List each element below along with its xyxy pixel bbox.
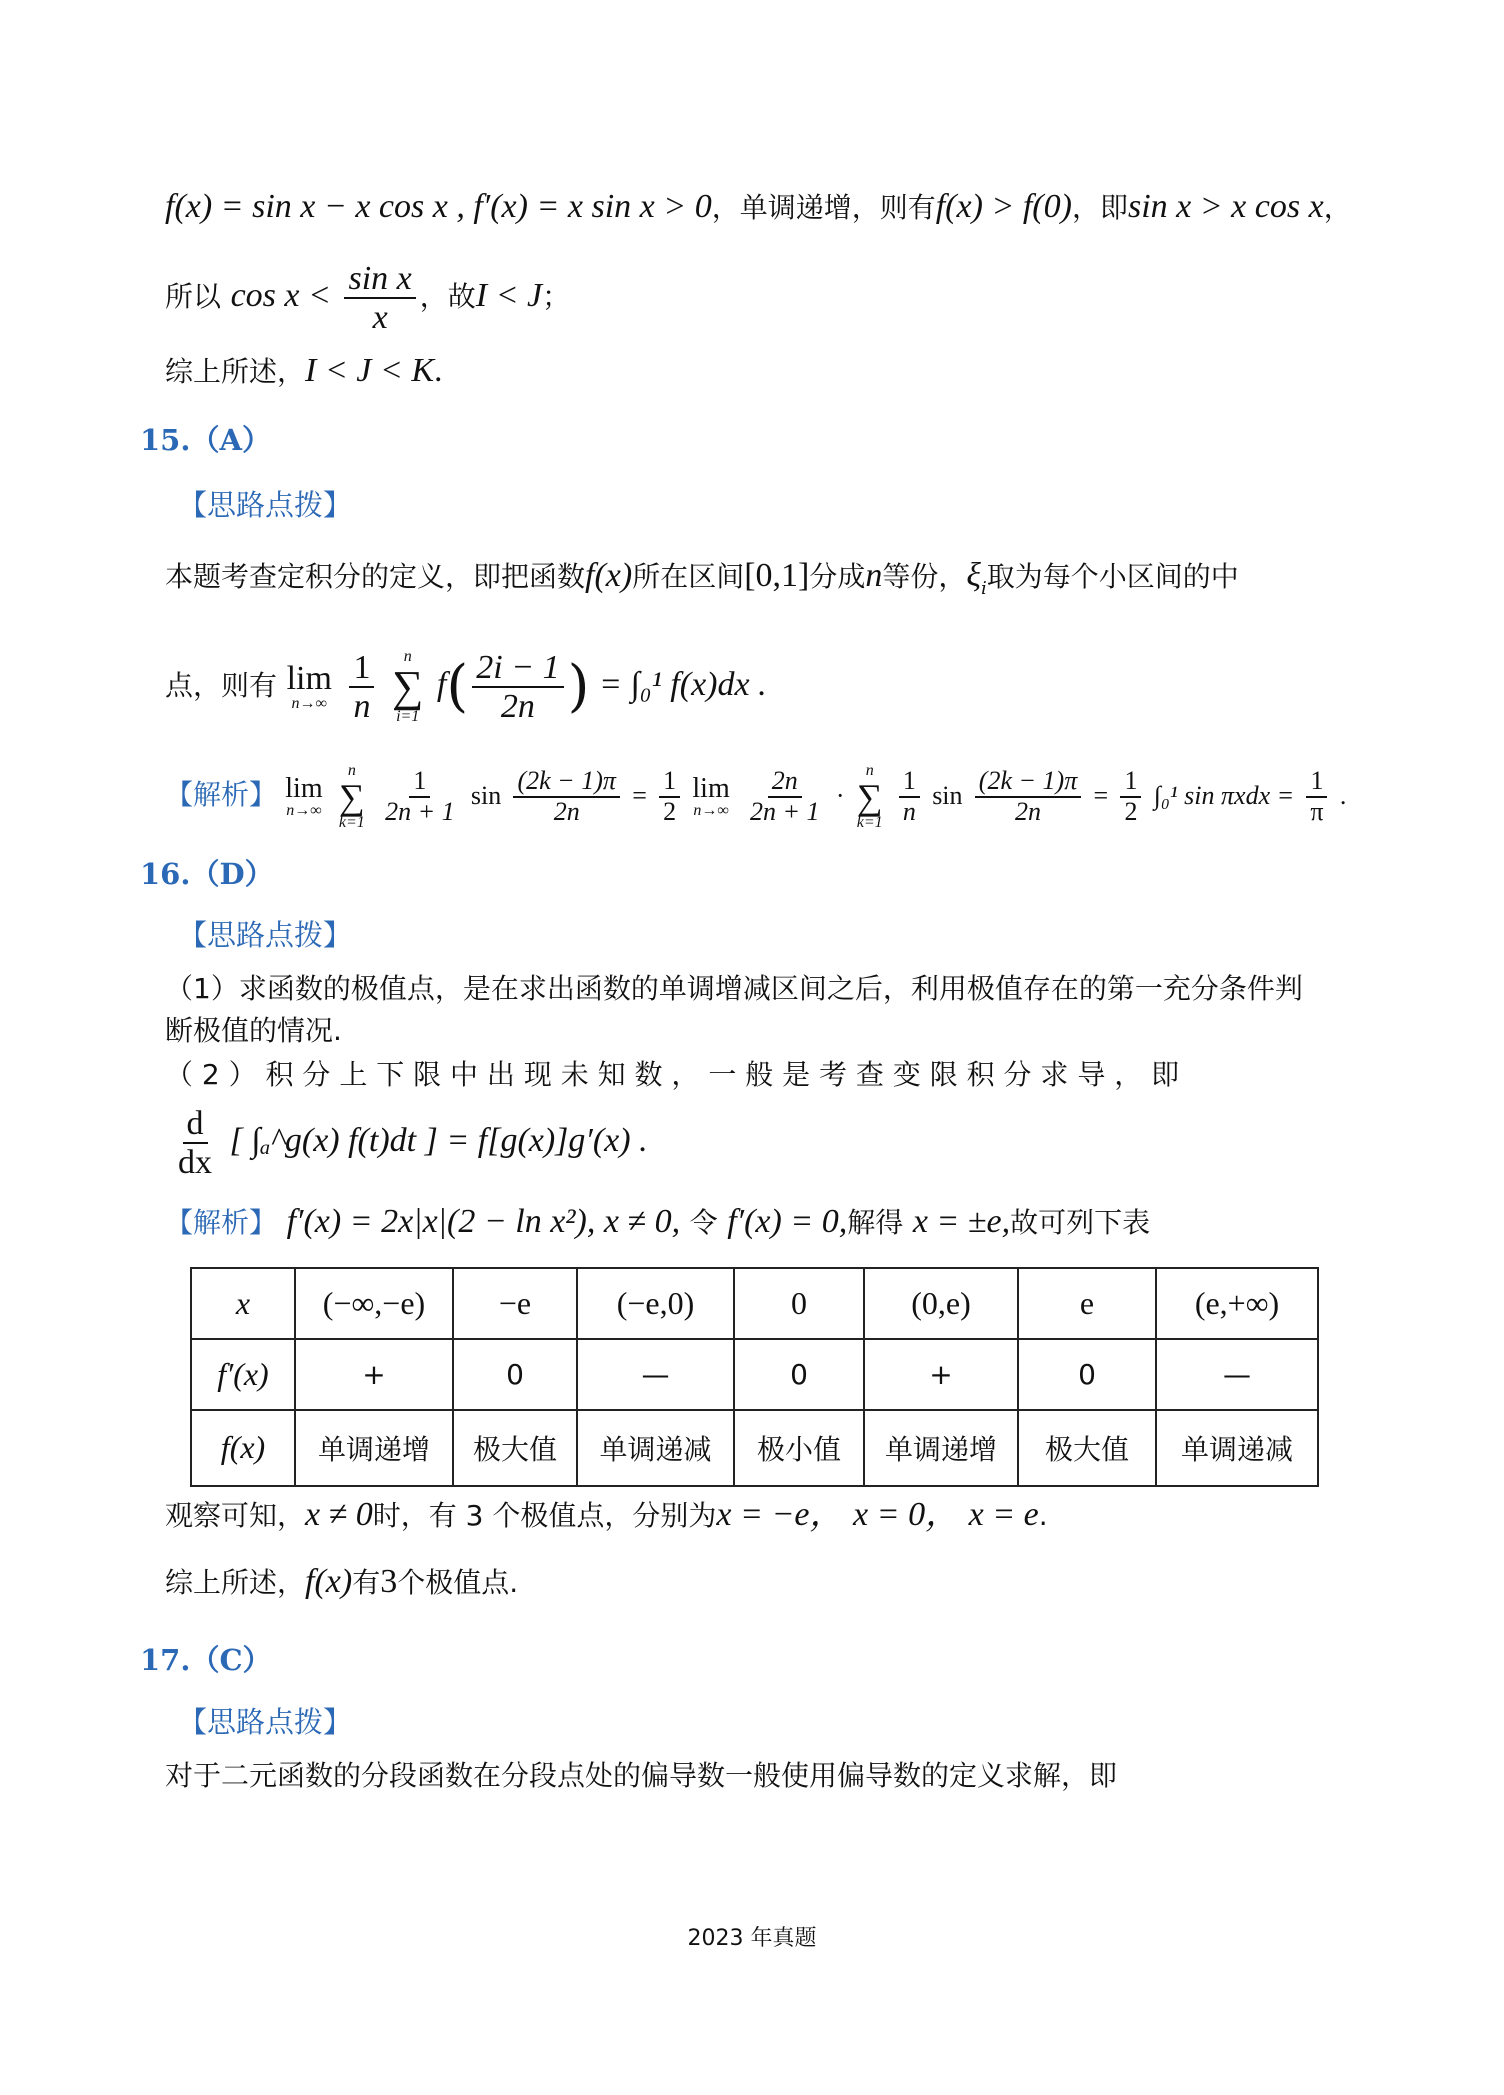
table-cell: 极大值: [453, 1410, 577, 1486]
table-cell: —: [1156, 1339, 1318, 1410]
fraction: $\frac{(2k - 1)\pi}{2n}$: [975, 767, 1081, 826]
q15-hint-line1: 本题考查定积分的定义，即把函数f(x)所在区间[0,1]分成n等份，$\xi_i$取为每个小区间的中: [165, 557, 1239, 599]
table-cell: f(x): [191, 1410, 295, 1486]
line-derivative: f(x) = sin x − x cos x , f′(x) = x sin x > 0，单调递增，则有f(x) > f(0)，即sin x > x cos x，: [165, 188, 1352, 225]
table-row: [191, 1268, 1318, 1339]
extrema-table: [190, 1267, 1319, 1487]
fraction-1-over-n: $\frac{1}{n}$: [349, 649, 374, 726]
line-conclusion: 综上所述，I < J < K.: [165, 352, 443, 389]
table-cell: 单调递增: [864, 1410, 1018, 1486]
table-cell: —: [577, 1339, 734, 1410]
d-dx-fraction: $\frac{d}{dx}$: [178, 1104, 212, 1181]
sum-symbol: n ∑ i=1: [392, 648, 424, 725]
q17-hint-1: 对于二元函数的分段函数在分段点处的偏导数一般使用偏导数的定义求解，即: [165, 1759, 1118, 1792]
table-cell: (e,+∞): [1156, 1268, 1318, 1339]
table-row: [191, 1339, 1318, 1410]
q16-hint-1b: 断极值的情况.: [165, 1014, 342, 1047]
q15-hint-tag: 【思路点拨】: [178, 488, 353, 522]
q16-hint-tag: 【思路点拨】: [178, 918, 353, 952]
table-cell: +: [864, 1339, 1018, 1410]
table-cell: 0: [734, 1339, 864, 1410]
sum-symbol: n ∑ k=1: [856, 762, 883, 831]
fraction: $\frac{1}{\pi}$: [1306, 767, 1327, 826]
q17-hint-tag: 【思路点拨】: [178, 1705, 353, 1739]
limit-symbol: lim n→∞: [286, 660, 332, 712]
fraction-2i-1-over-2n: $\frac{2i - 1}{2n}$: [472, 649, 563, 726]
table-cell: +: [295, 1339, 453, 1410]
page-footer: 2023 年真题: [687, 1926, 817, 1951]
q15-solution-tag: 【解析】: [165, 778, 278, 811]
q15-hint-line2: 点，则有 lim n→∞ $\frac{1}{n}$ n ∑ i=1 f( $\frac{2i - 1}{2n}$ ) = ∫₀¹ f(x)dx .: [165, 648, 767, 725]
table-cell: 单调递增: [295, 1410, 453, 1486]
table-cell: 单调递减: [577, 1410, 734, 1486]
table-cell: 0: [734, 1268, 864, 1339]
table-cell: 0: [1018, 1339, 1156, 1410]
table-cell: (0,e): [864, 1268, 1018, 1339]
q16-conclusion: 综上所述，f(x)有3个极值点.: [165, 1563, 519, 1600]
table-cell: 极大值: [1018, 1410, 1156, 1486]
q16-hint-1: （1）求函数的极值点，是在求出函数的单调增减区间之后，利用极值存在的第一充分条件判: [165, 972, 1303, 1005]
table-cell: f′(x): [191, 1339, 295, 1410]
table-cell: −e: [453, 1268, 577, 1339]
table-cell: 极小值: [734, 1410, 864, 1486]
table-cell: (−∞,−e): [295, 1268, 453, 1339]
fraction: $\frac{1}{n}$: [899, 767, 920, 826]
table-cell: e: [1018, 1268, 1156, 1339]
fraction: $\frac{1}{2}$: [659, 767, 680, 826]
question-16-number: 16.（D）: [140, 857, 274, 891]
fraction-sinx-over-x: $\frac{\text{sin x}}{x}$: [344, 260, 415, 337]
q16-solution-tag: 【解析】: [165, 1206, 278, 1239]
fraction: $\frac{(2k - 1)\pi}{2n}$: [513, 767, 619, 826]
sum-symbol: n ∑ k=1: [338, 762, 365, 831]
fraction: $\frac{1}{2n + 1}$: [385, 766, 455, 826]
q16-hint-3: $\frac{d}{dx}$ [ ∫ₐ^g(x) f(t)dt ] = f[g(x)]g′(x) .: [170, 1096, 648, 1187]
fraction: $\frac{2n}{2n + 1}$: [750, 766, 820, 826]
q16-hint-2: （ 2 ） 积 分 上 下 限 中 出 现 未 知 数 ， 一 般 是 考 查 变 限 积 分 求 导 ， 即: [165, 1058, 1180, 1091]
q15-solution-line: 【解析】 lim n→∞ n ∑ k=1 $\frac{1}{2n + 1}$ sin $\frac{(2k - 1)\pi}{2n}$ = $\frac{1}{2}$ lim n→∞ $\frac{2n}{2n + 1}$ · n ∑ k=1 $\frac{1}{n}$ sin $\frac{(2k - 1)\pi}{2n}$ = $\frac{1}{2}$ ∫₀¹ sin πxdx = $\frac{1}{\pi}$ .: [165, 762, 1347, 831]
question-15-number: 15.（A）: [140, 423, 271, 457]
line-cos-inequality: 所以 cos x < $\frac{\text{sin x}}{x}$ ，故I < J；: [165, 259, 571, 336]
table-cell: 单调递减: [1156, 1410, 1318, 1486]
q16-solution-line: 【解析】 f′(x) = 2x|x|(2 − ln x²), x ≠ 0, 令 f′(x) = 0,解得 x = ±e,故可列下表: [165, 1203, 1151, 1240]
fraction: $\frac{1}{2}$: [1120, 767, 1141, 826]
table-row: [191, 1410, 1318, 1486]
q16-observation: 观察可知，x ≠ 0时，有 3 个极值点，分别为x = −e， x = 0， x = e.: [165, 1496, 1048, 1533]
limit-symbol: lim n→∞: [692, 773, 730, 819]
table-cell: x: [191, 1268, 295, 1339]
limit-symbol: lim n→∞: [285, 773, 323, 819]
question-17-number: 17.（C）: [140, 1643, 272, 1677]
table-cell: 0: [453, 1339, 577, 1410]
table-cell: (−e,0): [577, 1268, 734, 1339]
